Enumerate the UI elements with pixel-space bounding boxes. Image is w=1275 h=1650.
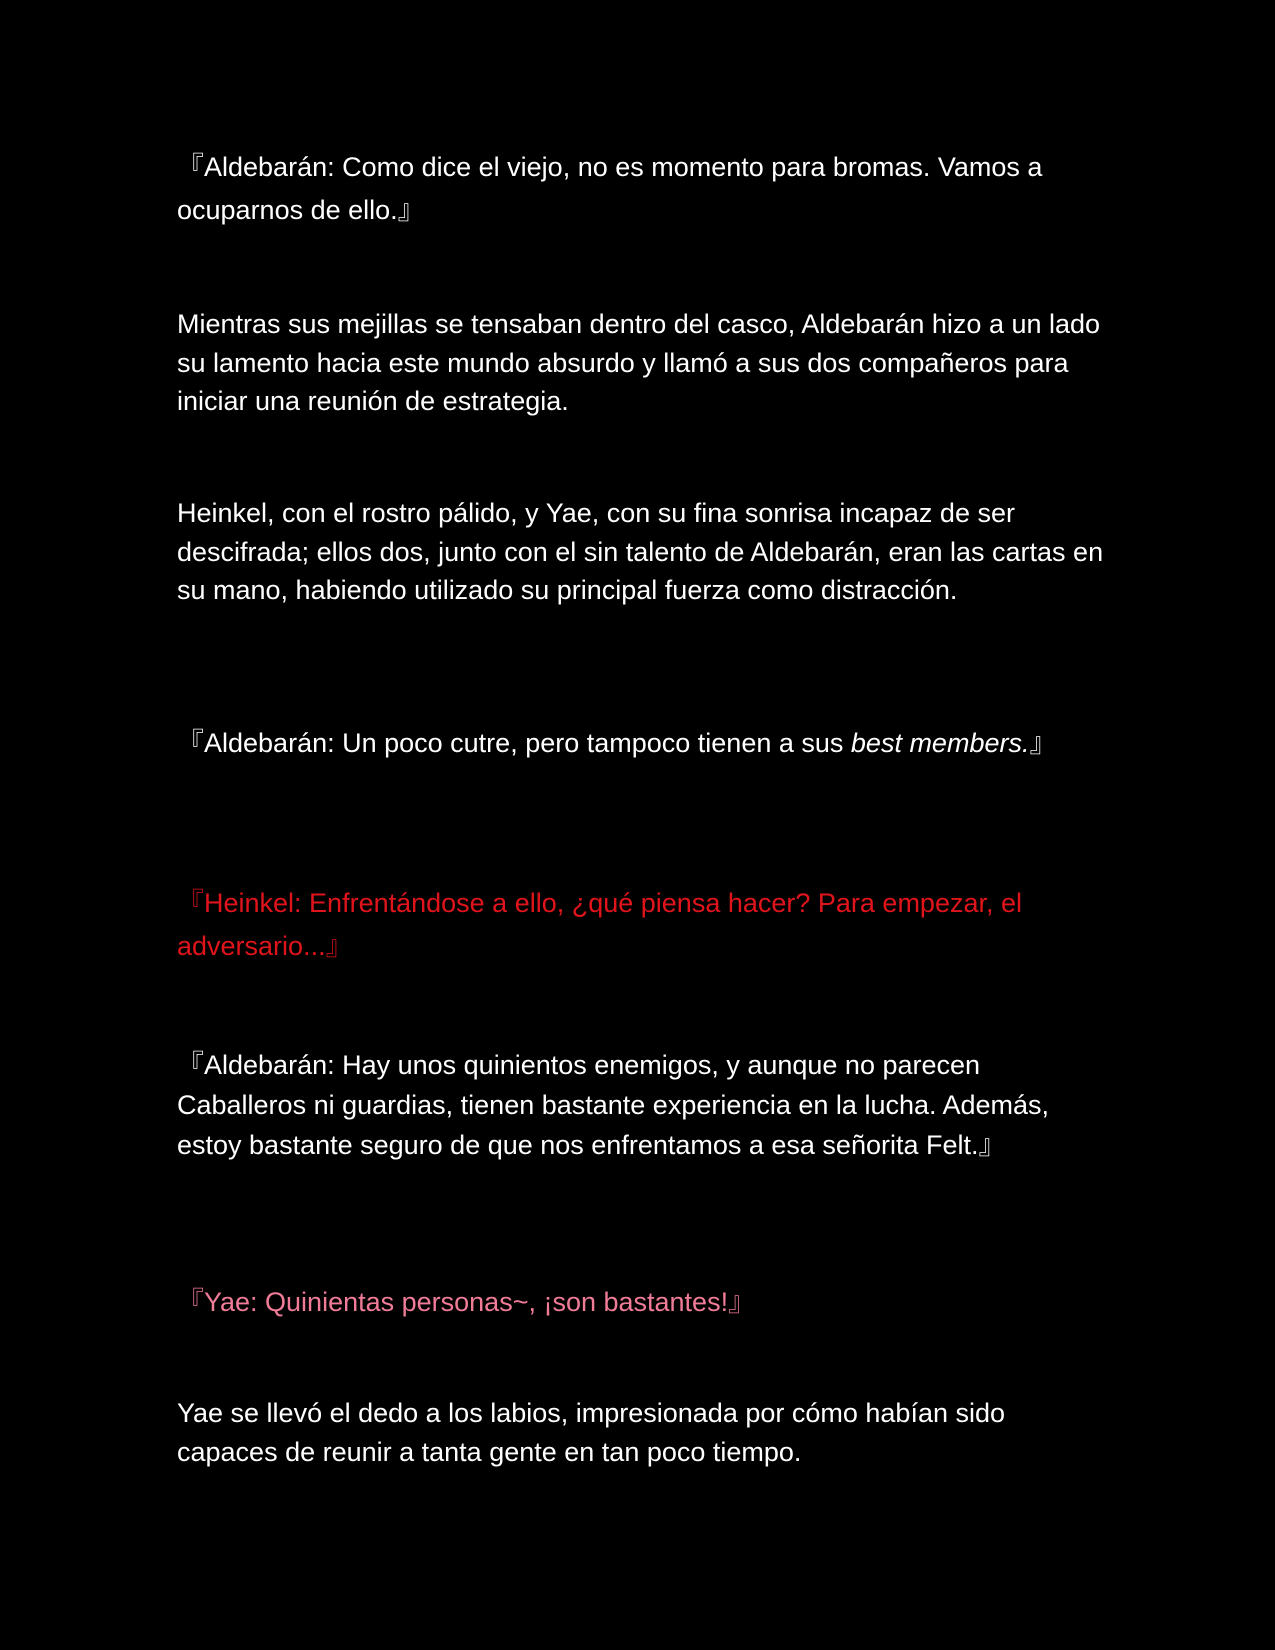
dialogue-aldebaran-1: 『Aldebarán: Como dice el viejo, no es momento para bromas. Vamos a ocuparnos de ello.』 [177,152,1043,225]
narration-paragraph-1: Mientras sus mejillas se tensaban dentro del casco, Aldebarán hizo a un lado su lamento hacia este mundo absurdo y llamó a sus dos compañeros para iniciar una reunión de estrategia. [177,309,1101,416]
dialogue-aldebaran-3: 『Aldebarán: Hay unos quinientos enemigos, y aunque no parecen Caballeros ni guardias, tienen bastante experiencia en la lucha. Además, estoy bastante seguro de que nos enfrentamos a esa señorita Felt.』 [177,1050,1050,1160]
dialogue-heinkel: 『Heinkel: Enfrentándose a ello, ¿qué piensa hacer? Para empezar, el adversario...』 [177,888,1023,961]
narration-paragraph-2: Heinkel, con el rostro pálido, y Yae, con su fina sonrisa incapaz de ser descifrada; ellos dos, junto con el sin talento de Aldebarán, eran las cartas en su mano, habiendo utilizado su principal fuerza como distracción. [177,498,1104,605]
dialogue-aldebaran-2-italic: best members. [850,728,1030,758]
dialogue-aldebaran-2-close: 』 [1029,728,1057,758]
dialogue-aldebaran-2-text: 『Aldebarán: Un poco cutre, pero tampoco tienen a sus [177,728,851,758]
dialogue-aldebaran-2 [177,722,1112,765]
dialogue-yae: 『Yae: Quinientas personas~, ¡son bastantes!』 [177,1287,756,1317]
narration-paragraph-3: Yae se llevó el dedo a los labios, impresionada por cómo habían sido capaces de reunir a tanta gente en tan poco tiempo. [177,1398,1006,1467]
